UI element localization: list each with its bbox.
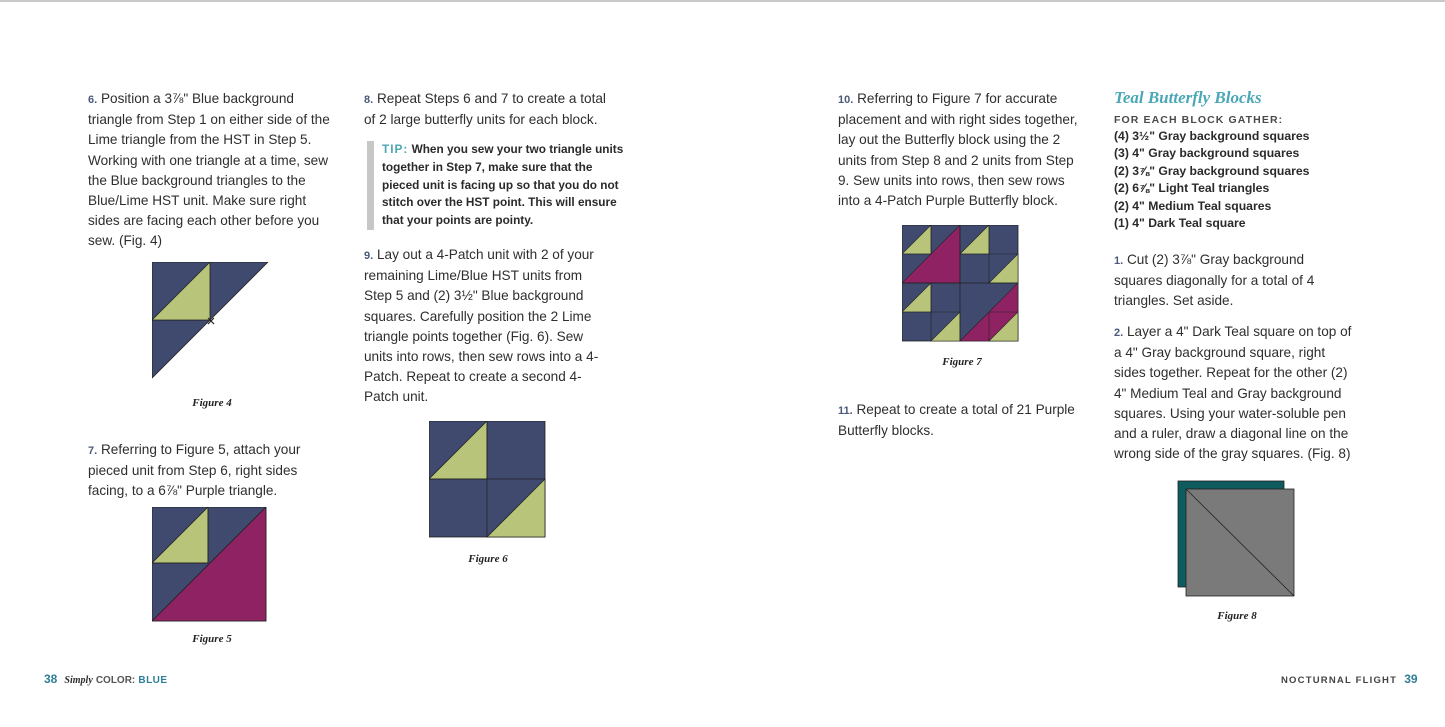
step-text: Lay out a 4-Patch unit with 2 of your remaining Lime/Blue HST units from Step 5 and (2) 3½" Blue background squares. Carefully position the 2 Lime triangle points together (Fig. 6). Sew units into rows, then sew rows into a 4-Patch. Repeat to create a second 4-Patch unit. [364, 247, 599, 405]
step-text: Layer a 4" Dark Teal square on top of a 4" Gray background square, right sides together. Repeat for the other (2) 4" Medium Teal and Gray background squares. Using your water-soluble pen and a ruler, draw a diagonal line on the wrong side of the gray squares. (Fig. 8) [1114, 324, 1352, 462]
step-number: 7. [88, 445, 98, 457]
teal-step-2 [1114, 322, 1354, 464]
step-text: Repeat to create a total of 21 Purple Butterfly blocks. [838, 402, 1075, 439]
step-number: 8. [364, 94, 374, 106]
step-number: 11. [838, 405, 853, 417]
step-text: Repeat Steps 6 and 7 to create a total of 2 large butterfly units for each block. [364, 91, 606, 128]
figure-7-diagram [902, 225, 1020, 343]
gather-item: (2) 3⅞" Gray background squares [1114, 163, 1310, 178]
figure-5-caption: Figure 5 [192, 633, 232, 645]
figure-8-caption: Figure 8 [1217, 610, 1257, 622]
step-10 [838, 89, 1088, 211]
gather-item: (4) 3½" Gray background squares [1114, 129, 1310, 143]
step-number: 6. [88, 94, 98, 106]
figure-6-diagram [429, 421, 547, 539]
tip-text: When you sew your two triangle units together in Step 7, make sure that the pieced unit is facing up so that you do not stitch over the HST point. This will ensure that your points are pointy. [382, 142, 624, 228]
page-number-right: 39 [1404, 672, 1418, 686]
step-8 [364, 89, 614, 130]
left-footer [44, 672, 168, 686]
gather-item: (3) 4" Gray background squares [1114, 146, 1300, 161]
page-number-left: 38 [44, 672, 58, 686]
step-9 [364, 245, 609, 408]
series-color: BLUE [138, 675, 168, 686]
figure-5-diagram [152, 507, 268, 623]
step-6 [88, 89, 338, 252]
step-7 [88, 440, 338, 502]
gather-item: (2) 6⅞" Light Teal triangles [1114, 181, 1270, 196]
tip-label: TIP: [382, 142, 409, 156]
right-footer [1281, 672, 1418, 686]
step-11 [838, 400, 1088, 441]
step-text: Referring to Figure 7 for accurate placement and with right sides together, lay out the Butterfly block using the 2 units from Step 8 and 2 units from Step 9. Sew units into rows, then sew rows into a 4-Patch Purple Butterfly block. [838, 91, 1078, 209]
figure-4-caption: Figure 4 [192, 397, 232, 409]
series-name: Simply [64, 675, 93, 686]
section-heading: Teal Butterfly Blocks [1114, 88, 1262, 107]
step-text: Position a 3⅞" Blue background triangle from Step 1 on either side of the Lime triangle from the HST in Step 5. Working with one triangle at a time, sew the Blue background triangles to the Blue/Lime HST unit. Make sure right sides are facing each other before you sew. (Fig. 4) [88, 91, 330, 249]
running-title: NOCTURNAL FLIGHT [1281, 675, 1398, 686]
step-number: 2. [1114, 327, 1124, 339]
figure-4-diagram [152, 262, 270, 380]
teal-step-1 [1114, 250, 1354, 312]
gather-label: FOR EACH BLOCK GATHER: [1114, 114, 1284, 126]
figure-7-caption: Figure 7 [942, 356, 982, 368]
top-border [0, 0, 1445, 2]
step-number: 1. [1114, 255, 1124, 267]
step-text: Cut (2) 3⅞" Gray background squares diagonally for a total of 4 triangles. Set aside. [1114, 252, 1315, 309]
step-number: 9. [364, 250, 374, 262]
gather-list [1114, 128, 1309, 232]
figure-6-caption: Figure 6 [468, 553, 508, 565]
series-label: COLOR: [95, 675, 136, 686]
step-text: Referring to Figure 5, attach your pieced unit from Step 6, right sides facing, to a 6⅞" Purple triangle. [88, 442, 301, 499]
figure-8-diagram [1177, 480, 1297, 598]
step-number: 10. [838, 94, 854, 106]
gather-item: (2) 4" Medium Teal squares [1114, 198, 1272, 213]
gather-item: (1) 4" Dark Teal square [1114, 216, 1246, 231]
tip-box [367, 141, 632, 230]
